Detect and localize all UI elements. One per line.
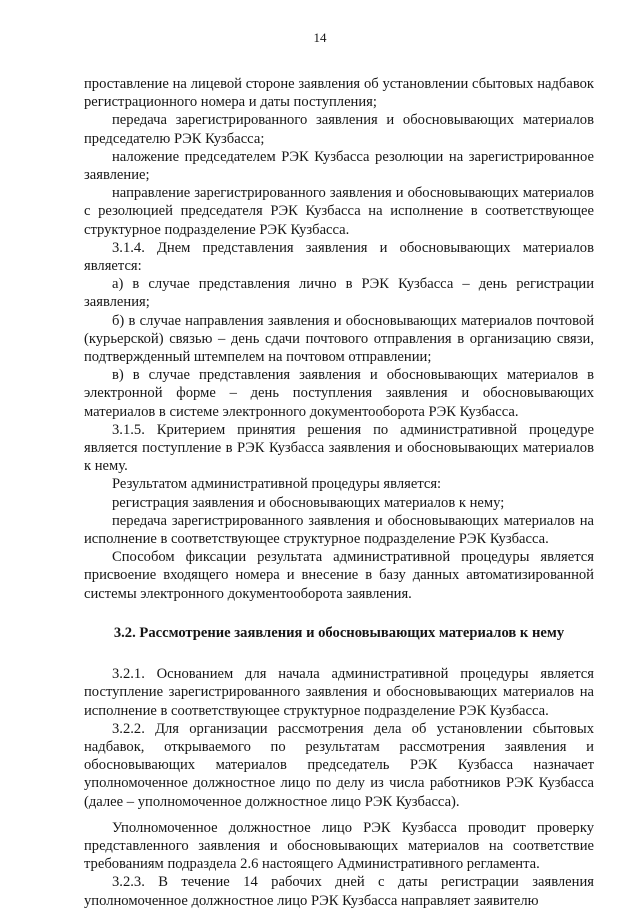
paragraph: б) в случае направления заявления и обосновывающих материалов почтовой (курьерской) связью – день сдачи почтового отправления в организацию связи, подтвержденный штемпелем на почтовом отправлении; [84,312,594,366]
paragraph: передача зарегистрированного заявления и обосновывающих материалов на исполнение в соответствующее структурное подразделение РЭК Кузбасса. [84,512,594,548]
paragraph: 3.1.4. Днем представления заявления и обосновывающих материалов является: [84,239,594,275]
paragraph: Способом фиксации результата административной процедуры является присвоение входящего номера и внесение в базу данных автоматизированной системы электронного документооборота заявления. [84,549,594,602]
paragraph: Уполномоченное должностное лицо РЭК Кузбасса проводит проверку представленного заявления и обосновывающих материалов на соответствие требованиям подраздела 2.6 настоящего Административного регламента. [84,819,594,873]
document-body [84,75,594,910]
paragraph: 3.1.5. Критерием принятия решения по административной процедуре является поступление в РЭК Кузбасса заявления и обосновывающих материалов к нему. [84,421,594,475]
paragraph: направление зарегистрированного заявления и обосновывающих материалов с резолюцией председателя РЭК Кузбасса на исполнение в соответствующее структурное подразделение РЭК Кузбасса. [84,185,594,238]
paragraph: Результатом административной процедуры является: [112,476,442,493]
paragraph: 3.2.2. Для организации рассмотрения дела об установлении сбытовых надбавок, открываемого по результатам рассмотрения заявления и обосновывающих материалов председатель РЭК Кузбасса назначает уполномоченное должностное лицо по делу из числа работников РЭК Кузбасса (далее – уполномоченное должностное лицо РЭК Кузбасса). [84,720,594,810]
paragraph: 3.2.1. Основанием для начала административной процедуры является поступление зарегистрированного заявления и обосновывающих материалов на исполнение в соответствующее структурное подразделение РЭК Кузбасса. [84,666,594,719]
paragraph: регистрация заявления и обосновывающих материалов к нему; [112,494,505,511]
paragraph: передача зарегистрированного заявления и обосновывающих материалов председателю РЭК Кузбасса; [84,112,594,147]
paragraph: 3.2.3. В течение 14 рабочих дней с даты регистрации заявления уполномоченное должностное лицо РЭК Кузбасса направляет заявителю [84,874,594,909]
section-heading: 3.2. Рассмотрение заявления и обосновывающих материалов к нему [113,624,565,641]
paragraph: а) в случае представления лично в РЭК Кузбасса – день регистрации заявления; [84,276,594,311]
paragraph: в) в случае представления заявления и обосновывающих материалов в электронной форме – день поступления заявления и обосновывающих материалов в системе электронного документооборота РЭК Кузбасса. [84,367,594,420]
paragraph-gap [84,811,594,819]
paragraph: наложение председателем РЭК Кузбасса резолюции на зарегистрированное заявление; [84,148,594,184]
page-number: 14 [313,30,327,45]
paragraph: проставление на лицевой стороне заявления об установлении сбытовых надбавок регистрационного номера и даты поступления; [84,76,594,111]
